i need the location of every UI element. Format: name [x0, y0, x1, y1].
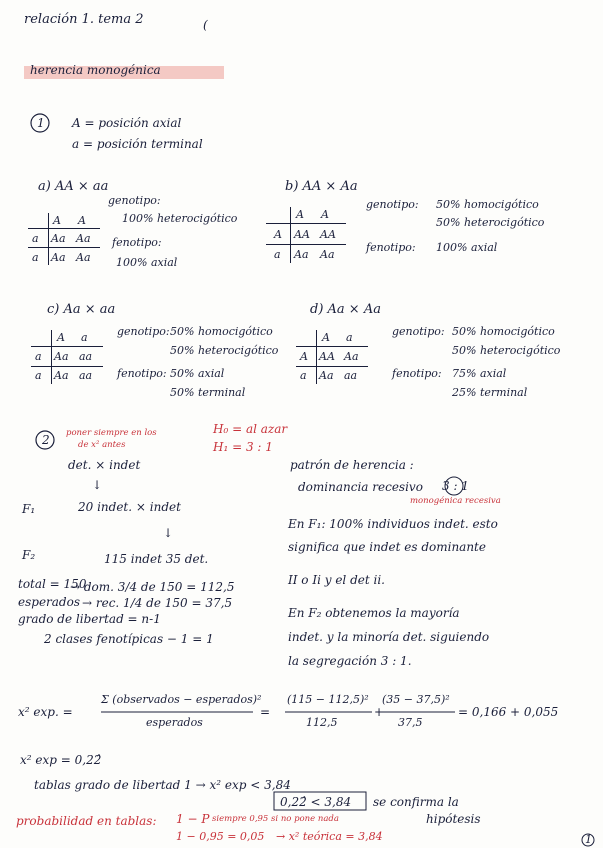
section-title: herencia monogénica	[30, 63, 161, 77]
punnett-row-header: a	[274, 248, 281, 261]
q1b-geno-1: 50% homocigótico	[436, 198, 539, 211]
q1a-geno-label: genotipo:	[108, 194, 161, 207]
punnett-cell: Aa	[320, 248, 335, 261]
x2-result: x² exp = 0,22̂	[20, 753, 102, 767]
q1b-geno-label: genotipo:	[366, 198, 419, 211]
formula-numerator: Σ (observados − esperados)²	[101, 693, 262, 706]
q1b-geno-2: 50% heterocigótico	[436, 216, 545, 229]
punnett-cell: aa	[344, 369, 358, 382]
punnett-row-header: a	[32, 232, 39, 245]
prob-calc: 1 − 0,95 = 0,05	[176, 830, 265, 843]
f2-results: 115 indet 35 det.	[104, 552, 209, 566]
expl-f2-2: indet. y la minoría det. siguiendo	[288, 630, 490, 644]
q1a-feno: 100% axial	[116, 256, 178, 269]
punnett-col-header: A	[296, 208, 304, 221]
f1-label: F₁	[22, 502, 36, 516]
punnett-cell: Aa	[344, 350, 359, 363]
q1-def-2: a = posición terminal	[72, 137, 203, 151]
expl-f1-2: significa que indet es dominante	[288, 540, 486, 554]
formula-lhs: x² exp. =	[18, 705, 73, 719]
q1-number: 1	[37, 116, 45, 130]
punnett-cell: Aa	[51, 232, 66, 245]
prob-label: probabilidad en tablas:	[16, 814, 157, 828]
q1c-geno-1: 50% homocigótico	[170, 325, 273, 338]
punnett-cell: Aa	[294, 248, 309, 261]
arrow-down: ↓	[92, 478, 103, 492]
h1-hypothesis: H₁ = 3 : 1	[213, 440, 273, 454]
punnett-cell: Aa	[54, 350, 69, 363]
punnett-cell: Aa	[76, 251, 91, 264]
q1b-punnett	[266, 207, 346, 263]
q1b-label: b) AA × Aa	[285, 179, 358, 194]
q1c-punnett	[31, 330, 103, 384]
q1c-geno-label: genotipo:	[117, 325, 170, 338]
punnett-row-header: a	[300, 369, 307, 382]
punnett-row-header: a	[35, 350, 42, 363]
pattern-note: monogénica recesiva	[410, 496, 501, 506]
term2-numerator: (35 − 37,5)²	[382, 693, 450, 706]
term2-denominator: 37,5	[398, 716, 423, 729]
q2-note-2: de x² antes	[78, 440, 126, 450]
punnett-cell: AA	[320, 228, 336, 241]
expl-f1-3: II o Ii y el det ii.	[288, 573, 385, 587]
q1a-label: a) AA × aa	[38, 179, 109, 194]
q1c-feno-2: 50% terminal	[170, 386, 246, 399]
q1a-feno-label: fenotipo:	[112, 236, 162, 249]
h0-hypothesis: H₀ = al azar	[213, 422, 288, 436]
term1-numerator: (115 − 112,5)²	[287, 693, 369, 706]
q1d-label: d) Aa × Aa	[310, 302, 381, 317]
punnett-row-header: a	[32, 251, 39, 264]
prob-note: siempre 0,95 si no pone nada	[212, 814, 339, 824]
punnett-col-header: A	[53, 214, 61, 227]
hipotesis: hipótesis	[426, 812, 481, 826]
pattern-type: dominancia recesivo	[298, 480, 423, 494]
q1d-feno-1: 75% axial	[452, 367, 507, 380]
q2-number: 2	[42, 433, 50, 447]
header-tick: (	[203, 18, 208, 32]
q1d-geno-2: 50% heterocigótico	[452, 344, 561, 357]
f1-cross: 20 indet. × indet	[78, 500, 181, 514]
punnett-cell: aa	[79, 350, 93, 363]
calc-esperados: esperados	[18, 595, 80, 609]
formula-result: = 0,166 + 0,055	[458, 705, 559, 719]
term1-denominator: 112,5	[306, 716, 338, 729]
q1d-punnett	[296, 330, 368, 384]
punnett-row-header: A	[274, 228, 282, 241]
plus-sign: +	[374, 705, 385, 719]
punnett-cell: Aa	[54, 369, 69, 382]
q1d-geno-1: 50% homocigótico	[452, 325, 555, 338]
punnett-col-header: A	[78, 214, 86, 227]
expl-f2-3: la segregación 3 : 1.	[288, 654, 412, 668]
q1b-feno: 100% axial	[436, 241, 498, 254]
q1c-label: c) Aa × aa	[47, 302, 116, 317]
punnett-col-header: A	[57, 331, 65, 344]
punnett-col-header: a	[346, 331, 353, 344]
formula-denominator: esperados	[146, 716, 203, 729]
equals-sign: =	[260, 705, 271, 719]
q1a-geno: 100% heterocigótico	[122, 212, 238, 225]
punnett-col-header: A	[322, 331, 330, 344]
q1d-geno-label: genotipo:	[392, 325, 445, 338]
q1d-feno-label: fenotipo:	[392, 367, 442, 380]
q1c-feno-label: fenotipo:	[117, 367, 167, 380]
conclusion: se confirma la	[373, 795, 459, 809]
q1b-feno-label: fenotipo:	[366, 241, 416, 254]
boxed-result: 0,22̂ < 3,84	[280, 795, 352, 809]
calc-grados: grado de libertad = n-1	[18, 612, 161, 626]
calc-classes: 2 clases fenotípicas − 1 = 1	[44, 632, 214, 646]
punnett-cell: AA	[319, 350, 335, 363]
punnett-cell: Aa	[319, 369, 334, 382]
calc-rec: → rec. 1/4 de 150 = 37,5	[82, 596, 233, 610]
punnett-cell: aa	[79, 369, 93, 382]
punnett-cell: AA	[294, 228, 310, 241]
punnett-col-header: A	[321, 208, 329, 221]
f2-label: F₂	[22, 548, 36, 562]
punnett-cell: Aa	[51, 251, 66, 264]
ratio: 3 : 1	[442, 479, 469, 493]
expl-f1-1: En F₁: 100% individuos indet. esto	[288, 517, 498, 531]
calc-dom: → dom. 3/4 de 150 = 112,5	[70, 580, 235, 594]
page-number: 1	[585, 833, 592, 846]
header-title: relación 1. tema 2	[24, 12, 144, 27]
punnett-row-header: A	[300, 350, 308, 363]
table-line: tablas grado de libertad 1 → x² exp < 3,84	[34, 778, 291, 792]
arrow-down: ↓	[163, 526, 174, 540]
pattern-title: patrón de herencia :	[290, 458, 414, 472]
calc-total: total = 150	[18, 577, 87, 591]
x2-teorica: → x² teórica = 3,84	[276, 830, 383, 843]
q1-def-1: A = posición axial	[72, 116, 182, 130]
q1c-feno-1: 50% axial	[170, 367, 225, 380]
punnett-cell: Aa	[76, 232, 91, 245]
punnett-row-header: a	[35, 369, 42, 382]
punnett-col-header: a	[81, 331, 88, 344]
q1c-geno-2: 50% heterocigótico	[170, 344, 279, 357]
q1d-feno-2: 25% terminal	[452, 386, 528, 399]
q1a-punnett	[28, 213, 100, 265]
parent-cross: det. × indet	[68, 458, 141, 472]
q2-note-1: poner siempre en los	[66, 428, 157, 438]
prob-formula: 1 − P	[176, 812, 210, 826]
expl-f2-1: En F₂ obtenemos la mayoría	[288, 606, 460, 620]
